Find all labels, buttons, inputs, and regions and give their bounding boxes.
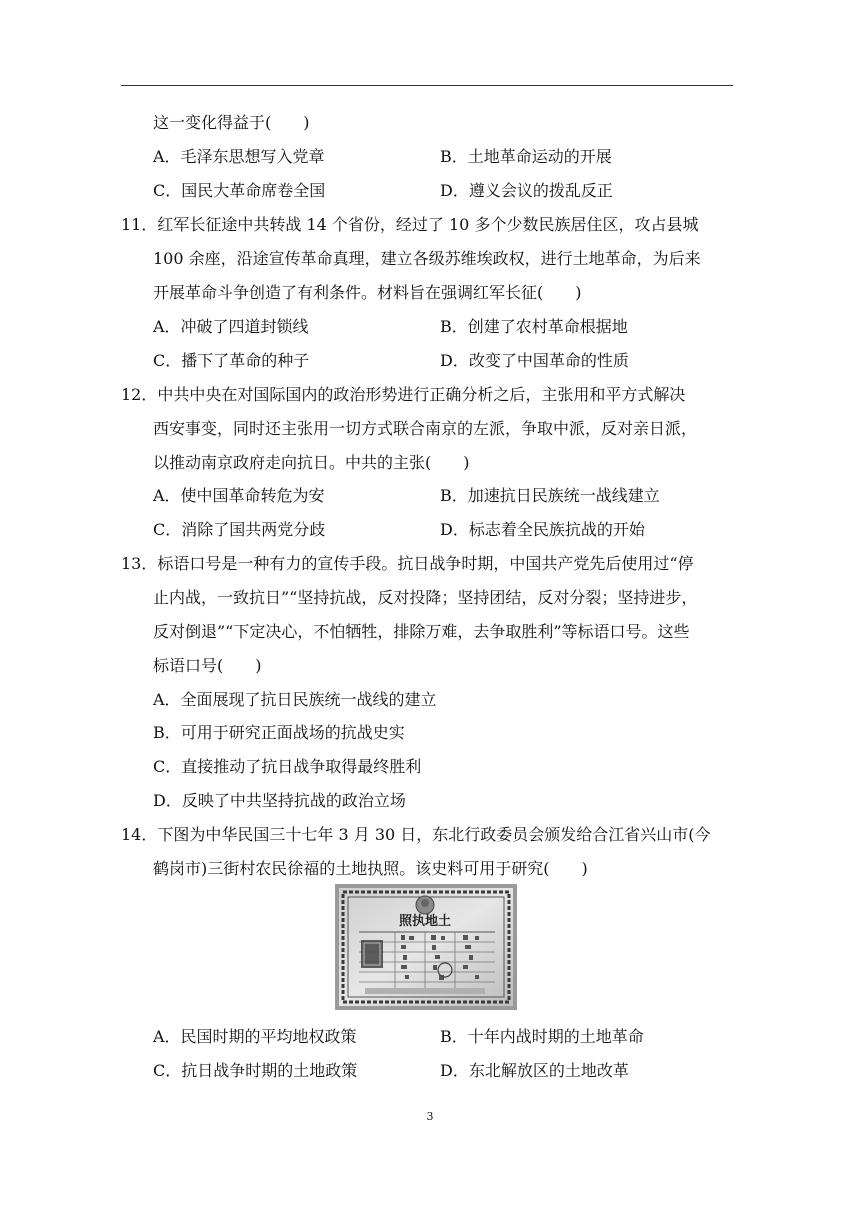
page-number: 3 bbox=[426, 1110, 434, 1123]
q13-stem-line: 标语口号( ) bbox=[153, 656, 262, 675]
certificate-title: 照执地土 bbox=[398, 914, 452, 929]
q14-stem-line: 鹤岗市)三街村农民徐福的土地执照。该史料可用于研究( ) bbox=[153, 859, 588, 878]
q14-option-a: A．民国时期的平均地权政策 bbox=[153, 1027, 357, 1046]
q12-number: 12． bbox=[121, 385, 158, 404]
q13-stem-line: 标语口号是一种有力的宣传手段。抗日战争时期，中国共产党先后使用过“停 bbox=[157, 554, 694, 573]
q14-first-line bbox=[121, 825, 711, 845]
q14-option-c: C．抗日战争时期的土地政策 bbox=[153, 1061, 358, 1080]
q11-option-c: C．播下了革命的种子 bbox=[153, 351, 310, 370]
q14-option-d: D．东北解放区的土地改革 bbox=[440, 1061, 629, 1080]
q10-option-b: B．土地革命运动的开展 bbox=[440, 147, 612, 166]
header-rule bbox=[121, 85, 733, 86]
q13-option-a: A．全面展现了抗日民族统一战线的建立 bbox=[153, 690, 437, 709]
q11-stem-line: 开展革命斗争创造了有利条件。材料旨在强调红军长征( ) bbox=[153, 283, 582, 302]
q11-option-b: B．创建了农村革命根据地 bbox=[440, 317, 628, 336]
q12-stem-line: 西安事变，同时还主张用一切方式联合南京的左派，争取中派，反对亲日派， bbox=[153, 419, 698, 438]
q10-stem: 这一变化得益于( ) bbox=[153, 113, 310, 132]
q13-stem-line: 反对倒退”“下定决心，不怕牺牲，排除万难，去争取胜利”等标语口号。这些 bbox=[153, 622, 690, 641]
q12-option-d: D．标志着全民族抗战的开始 bbox=[440, 520, 645, 539]
land-certificate-photo bbox=[335, 884, 517, 1010]
q13-option-b: B．可用于研究正面战场的抗战史实 bbox=[153, 723, 405, 742]
q13-number: 13． bbox=[121, 554, 158, 573]
q11-option-d: D．改变了中国革命的性质 bbox=[440, 351, 629, 370]
q12-first-line bbox=[121, 385, 685, 405]
q11-stem-line: 100 余座，沿途宣传革命真理，建立各级苏维埃政权，进行土地革命，为后来 bbox=[153, 249, 701, 268]
q10-option-d: D．遵义会议的拨乱反正 bbox=[440, 181, 613, 200]
q14-number: 14． bbox=[121, 825, 158, 844]
q13-stem-line: 止内战，一致抗日”“坚持抗战，反对投降；坚持团结，反对分裂；坚持进步， bbox=[153, 588, 698, 607]
q11-number: 11． bbox=[121, 215, 158, 234]
q10-option-c: C．国民大革命席卷全国 bbox=[153, 181, 326, 200]
q12-option-b: B．加速抗日民族统一战线建立 bbox=[440, 486, 660, 505]
q11-first-line bbox=[121, 215, 698, 235]
q12-option-c: C．消除了国共两党分歧 bbox=[153, 520, 326, 539]
q12-option-a: A．使中国革命转危为安 bbox=[153, 486, 325, 505]
q11-stem-line: 红军长征途中共转战 14 个省份，经过了 10 多个少数民族居住区，攻占县城 bbox=[157, 215, 699, 234]
q14-option-b: B．十年内战时期的土地革命 bbox=[440, 1027, 644, 1046]
q10-option-a: A．毛泽东思想写入党章 bbox=[153, 147, 325, 166]
q14-stem-line: 下图为中华民国三十七年 3 月 30 日，东北行政委员会颁发给合江省兴山市(今 bbox=[157, 825, 711, 844]
q12-stem-line: 中共中央在对国际国内的政治形势进行正确分析之后，主张用和平方式解决 bbox=[157, 385, 686, 404]
q13-first-line bbox=[121, 554, 694, 574]
q13-option-d: D．反映了中共坚持抗战的政治立场 bbox=[153, 791, 406, 810]
q11-option-a: A．冲破了四道封锁线 bbox=[153, 317, 309, 336]
q13-option-c: C．直接推动了抗日战争取得最终胜利 bbox=[153, 757, 422, 776]
q12-stem-line: 以推动南京政府走向抗日。中共的主张( ) bbox=[153, 453, 470, 472]
